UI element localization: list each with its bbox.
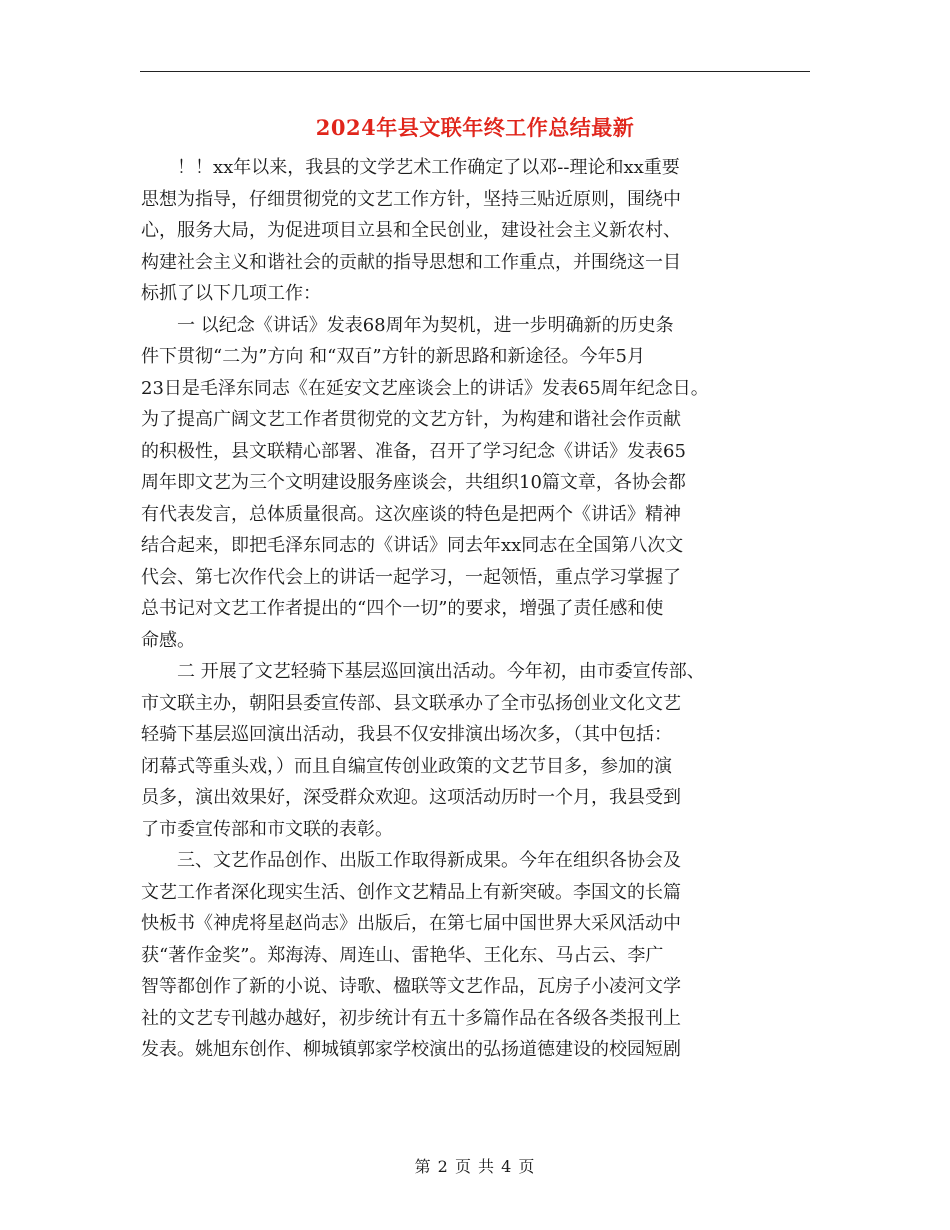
body-text-line: 发表。姚旭东创作、柳城镇郭家学校演出的弘扬道德建设的校园短剧 — [141, 1039, 681, 1060]
body-text-line: 二 开展了文艺轻骑下基层巡回演出活动。今年初，由市委宣传部、 — [141, 661, 705, 682]
body-text-line: 一 以纪念《讲话》发表68周年为契机，进一步明确新的历史条 — [141, 314, 674, 336]
body-text-line: 轻骑下基层巡回演出活动，我县不仅安排演出场次多，（其中包括： — [141, 724, 672, 745]
document-title: 2024年县文联年终工作总结最新 — [315, 115, 635, 140]
body-text-line: 有代表发言，总体质量很高。这次座谈的特色是把两个《讲话》精神 — [141, 503, 681, 525]
body-text-line: 三、文艺作品创作、出版工作取得新成果。今年在组织各协会及 — [141, 850, 681, 871]
body-text-line: 心，服务大局，为促进项目立县和全民创业，建设社会主义新农村、 — [141, 220, 681, 241]
body-text-line: 获“著作金奖”。郑海涛、周连山、雷艳华、王化东、马占云、李广 — [141, 944, 664, 966]
body-text-line: 命感。 — [141, 629, 195, 651]
body-text-line: 周年即文艺为三个文明建设服务座谈会，共组织10篇文章，各协会都 — [141, 472, 686, 493]
body-text-line: 社的文艺专刊越办越好，初步统计有五十多篇作品在各级各类报刊上 — [141, 1007, 681, 1029]
body-text-line: 件下贯彻“二为”方向 和“双百”方针的新思路和新途径。今年5月 — [141, 346, 645, 367]
body-text-line: 为了提高广阔文艺工作者贯彻党的文艺方针，为构建和谐社会作贡献 — [141, 409, 681, 430]
body-text-line: 市文联主办，朝阳县委宣传部、县文联承办了全市弘扬创业文化文艺 — [141, 692, 681, 714]
body-text-line: ！！xx年以来，我县的文学艺术工作确定了以邓--理论和xx重要 — [141, 157, 680, 178]
body-text-line: 的积极性，县文联精心部署、准备，召开了学习纪念《讲话》发表65 — [141, 440, 686, 462]
body-text-line: 总书记对文艺工作者提出的“四个一切”的要求，增强了责任感和使 — [141, 598, 664, 619]
body-text-line: 代会、第七次作代会上的讲话一起学习，一起领悟，重点学习掌握了 — [141, 566, 681, 588]
body-text-line: 快板书《神虎将星赵尚志》出版后，在第七届中国世界大采风活动中 — [141, 913, 681, 934]
body-text-line: 构建社会主义和谐社会的贡献的指导思想和工作重点，并围绕这一目 — [141, 251, 681, 273]
body-text-line: 标抓了以下几项工作： — [141, 283, 321, 304]
header-rule — [140, 71, 810, 72]
document-body — [141, 152, 821, 1066]
body-text-line: 智等都创作了新的小说、诗歌、楹联等文艺作品，瓦房子小凌河文学 — [141, 976, 681, 997]
body-text-line: 23日是毛泽东同志《在延安文艺座谈会上的讲话》发表65周年纪念日。 — [141, 377, 709, 399]
body-text-line: 了市委宣传部和市文联的表彰。 — [141, 818, 393, 840]
body-text-line: 思想为指导，仔细贯彻党的文艺工作方针，坚持三贴近原则，围绕中 — [141, 188, 681, 210]
body-text-line: 闭幕式等重头戏，）而且自编宣传创业政策的文艺节目多，参加的演 — [141, 755, 672, 777]
page-number: 第 2 页 共 4 页 — [414, 1157, 536, 1176]
body-text-line: 文艺工作者深化现实生活、创作文艺精品上有新突破。李国文的长篇 — [141, 881, 681, 903]
body-text-line: 结合起来，即把毛泽东同志的《讲话》同去年xx同志在全国第八次文 — [141, 535, 684, 556]
body-text-line: 员多，演出效果好，深受群众欢迎。这项活动历时一个月，我县受到 — [141, 787, 681, 808]
